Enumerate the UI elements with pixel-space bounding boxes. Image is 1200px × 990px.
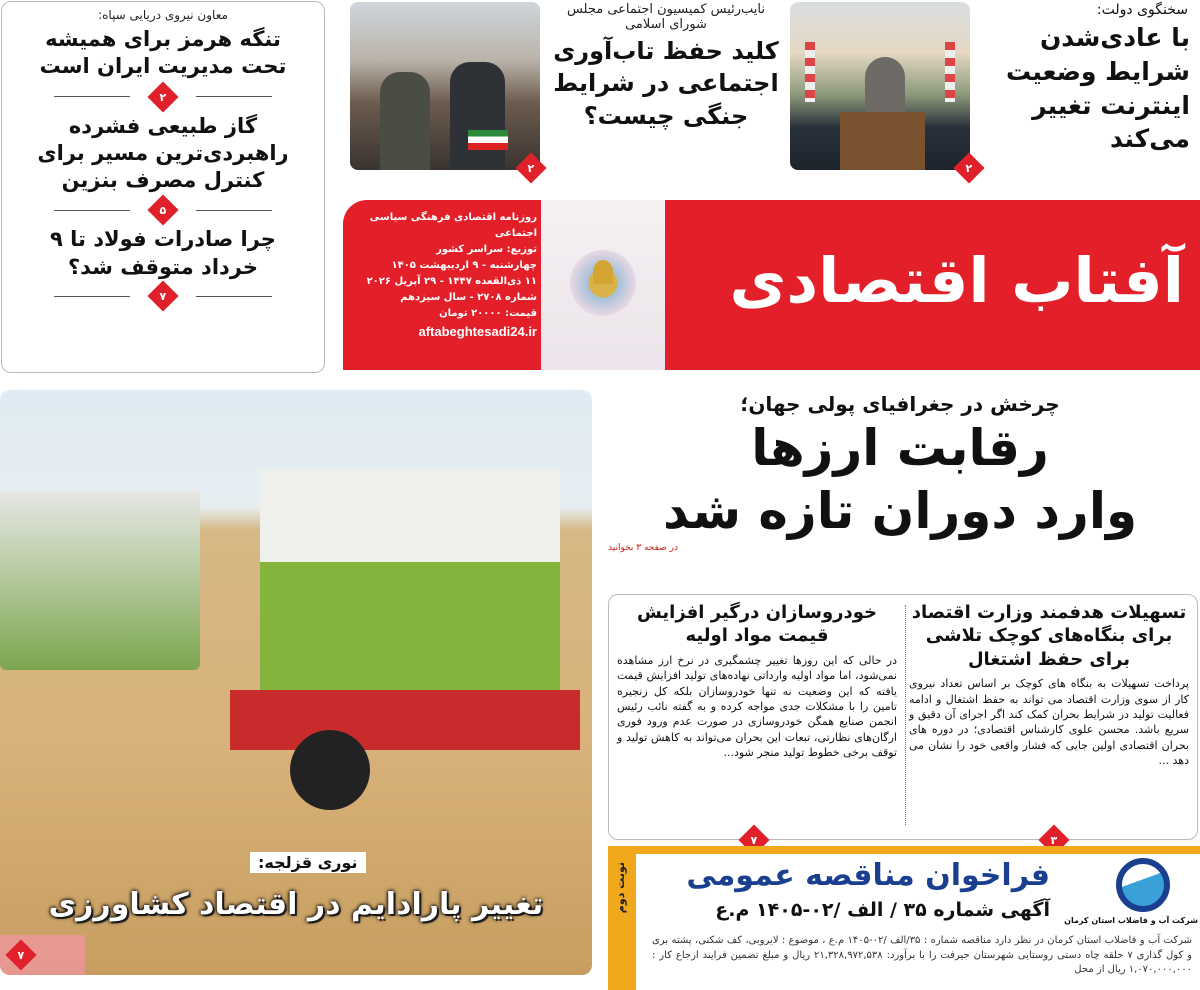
page-badge: ۷ [147, 281, 178, 312]
protest-photo [350, 2, 540, 170]
headline[interactable]: کلید حفظ تاب‌آوری اجتماعی در شرایط جنگی چیست؟ [553, 37, 779, 130]
harvest-photo [0, 390, 592, 975]
page-badge: ۳ [1038, 824, 1069, 855]
website-link[interactable]: aftabeghtesadi24.ir [418, 324, 537, 339]
company-name: شرکت آب و فاضلاب استان کرمان [1064, 916, 1198, 925]
ad-number: آگهی شماره ۳۵ / الف /۰۲-۱۴۰۵ م.ع [715, 899, 1050, 921]
ad-title: فراخوان مناقصه عمومی [686, 858, 1050, 893]
kicker: معاون نیروی دریایی سپاه: [98, 8, 228, 22]
company-logo [1116, 858, 1170, 912]
headline[interactable]: خودروسازان درگیر افزایش قیمت مواد اولیه [636, 602, 878, 647]
masthead-info: روزنامه اقتصادی فرهنگی سیاسی اجتماعی توزیع: سراسر کشور چهارشنبه - ۹ اردیبهشت ۱۴۰۵ ۱۱ ذی‌القعده ۱۴۴۷ - ۲۹ آپریل ۲۰۲۶ شماره ۲۷۰۸ - سال سیزدهم قیمت: ۲۰۰۰۰ تومان aftabeghtesadi24.ir [347, 210, 537, 343]
photo-headline[interactable]: تغییر پارادایم در اقتصاد کشاورزی [48, 887, 544, 922]
shrine-emblem [541, 200, 665, 370]
story-automakers [617, 601, 897, 761]
story-body: در حالی که این روزها تغییر چشمگیری در نرخ ارز مشاهده نمی‌شود، اما مواد اولیه وارداتی نهاده‌های تولید افزایش قیمت یافته که این وضعیت نه تنها خودروسازان بلکه کل زنجیره تامین را با مشکلات جدی مواجه کرده و به گفته نائب رئیس انجمن صنایع همگن خودروسازی در صورت عدم ورود فوری ارگان‌های نظارتی، تبعات این بحران می‌تواند به کاهش تولید و توقف برخی خطوط تولید منجر شود... [617, 653, 897, 760]
page-badge: ۲ [515, 152, 546, 183]
kicker: سخنگوی دولت: [1096, 2, 1188, 18]
headline[interactable]: تنگه هرمز برای همیشه تحت مدیریت ایران است [39, 27, 287, 79]
read-more[interactable]: در صفحه ۳ بخوانید [608, 543, 679, 553]
page-badge: ۲ [953, 152, 984, 183]
page-badge: ۷ [738, 824, 769, 855]
story-body: پرداخت تسهیلات به بنگاه های کوچک بر اساس تعداد نیروی کار از سوی وزارت اقتصاد می تواند به حفظ اشتغال و ادامه فعالیت تولید در شرایط بحران کمک کند اگر اجرای آن دقیق و سریع باشد. محسن علوی کارشناس اقتصادی؛ در دوره های بحران اقتصادی اولین جایی که فشار واقعی خود را نشان می دهد ... [909, 677, 1189, 768]
headline[interactable]: گاز طبیعی فشرده راهبردی‌ترین مسیر برای کنترل مصرف بنزین [37, 113, 289, 193]
headline[interactable]: وارد دوران تازه شد [662, 482, 1138, 540]
ad-body: شرکت آب و فاضلاب استان کرمان در نظر دارد مناقصه شماره : ۳۵/الف /۰۲-۱۴۰۵ م.ع ، موضوع : لایروبی، کف شکنی، پشته بری و کول گذاری ۷ حلقه چاه دستی روستایی شهرستان جیرفت را با برآورد: ۲۱,۳۲۸,۹۷۲,۵۳۸ ریال و مبلغ تضمین فرایند ارجاع کار : ۱,۰۷۰,۰۰۰,۰۰۰ ریال از محل [652, 935, 1193, 975]
masthead [343, 200, 1200, 370]
ad-tag: نوبت دوم [614, 862, 627, 914]
page-badge: ۲ [147, 81, 178, 112]
kicker: چرخش در جغرافیای پولی جهان؛ [740, 392, 1060, 416]
left-headlines-box [1, 1, 325, 373]
stories-box [608, 594, 1198, 847]
spokesperson-photo [790, 2, 970, 170]
main-story [600, 392, 1200, 553]
newspaper-title: آفتاب اقتصادی [729, 244, 1184, 317]
headline[interactable]: رقابت ارزها [751, 419, 1049, 477]
headline[interactable]: چرا صادرات فولاد تا ۹ خرداد متوقف شد؟ [50, 227, 276, 279]
page-badge: ۵ [147, 195, 178, 226]
headline[interactable]: تسهیلات هدفمند وزارت اقتصاد برای بنگاه‌های کوچک تلاشی برای حفظ اشتغال [911, 602, 1187, 670]
story-economy-loans [909, 601, 1189, 769]
photo-kicker: نوری قزلجه: [250, 852, 366, 873]
kicker: نایب‌رئیس کمیسیون اجتماعی مجلس شورای اسلامی [566, 2, 766, 32]
top-right-story [980, 2, 1196, 156]
tender-ad [608, 846, 1200, 990]
page-tab: ۷ [0, 935, 85, 975]
top-middle-story [548, 2, 784, 132]
headline[interactable]: با عادی‌شدن شرایط وضعیت اینترنت تغییر می‌کند [1005, 23, 1190, 154]
